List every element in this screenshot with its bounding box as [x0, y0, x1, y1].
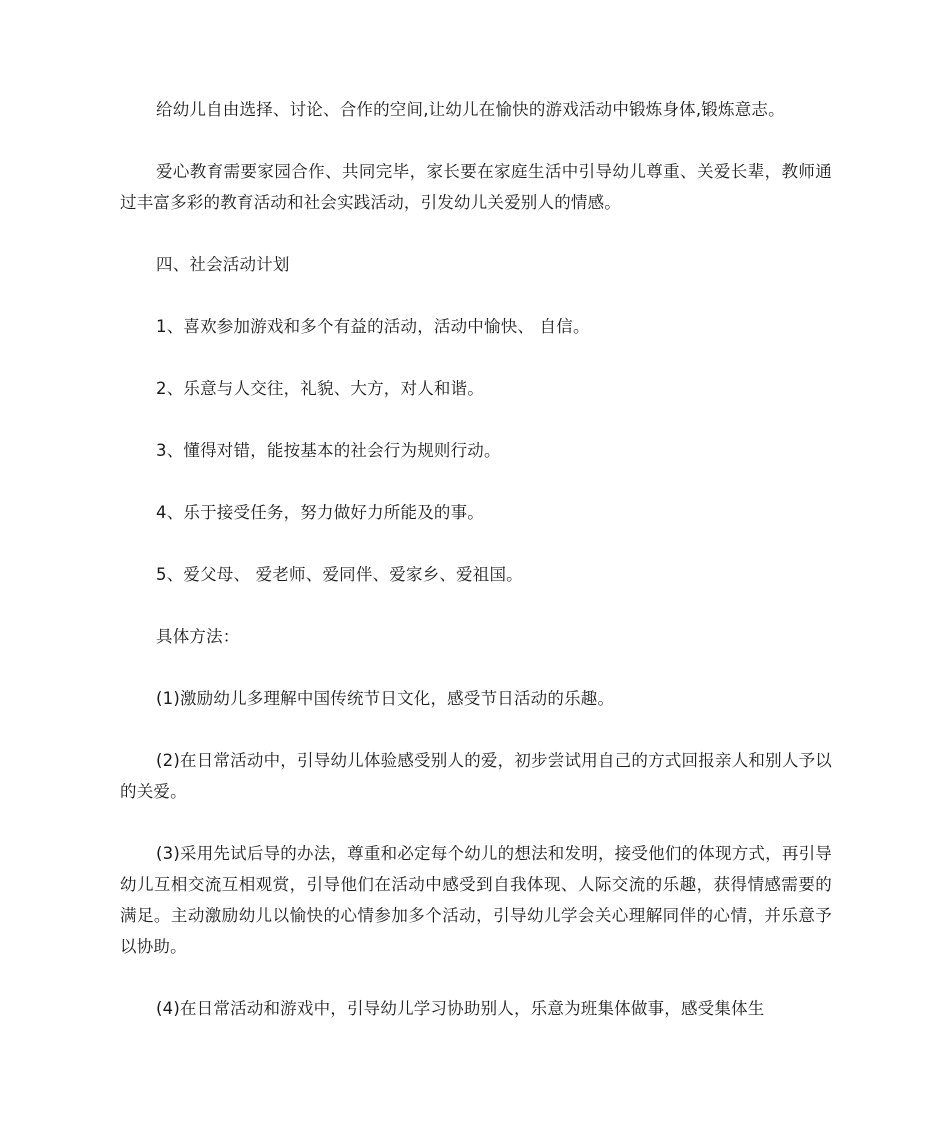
- goal-item-2: 2、乐意与人交往，礼貌、大方，对人和谐。: [156, 379, 484, 398]
- method-item-2: (2)在日常活动中，引导幼儿体验感受别人的爱，初步尝试用自己的方式回报亲人和别人予以的关爱。: [120, 751, 832, 801]
- method-item-3: (3)采用先试后导的办法，尊重和必定每个幼儿的想法和发明，接受他们的体现方式，再引导幼儿互相交流互相观赏，引导他们在活动中感受到自我体现、人际交流的乐趣，获得情感需要的满足。主动激励幼儿以愉快的心情参加多个活动，引导幼儿学会关心理解同伴的心情，并乐意予以协助。: [120, 844, 832, 956]
- goal-item-4: 4、乐于接受任务，努力做好力所能及的事。: [156, 503, 484, 522]
- section-heading-social-plan: 四、社会活动计划: [156, 255, 290, 274]
- paragraph-love-education: 爱心教育需要家园合作、共同完毕，家长要在家庭生活中引导幼儿尊重、关爱长辈，教师通过丰富多彩的教育活动和社会实践活动，引发幼儿关爱别人的情感。: [120, 162, 832, 212]
- goal-item-5: 5、爱父母、 爱老师、爱同伴、爱家乡、爱祖国。: [156, 565, 523, 584]
- method-item-4: (4)在日常活动和游戏中，引导幼儿学习协助别人，乐意为班集体做事，感受集体生: [156, 999, 765, 1018]
- goal-item-1: 1、喜欢参加游戏和多个有益的活动，活动中愉快、 自信。: [156, 317, 590, 336]
- method-item-1: (1)激励幼儿多理解中国传统节日文化，感受节日活动的乐趣。: [156, 689, 615, 708]
- goal-item-3: 3、懂得对错，能按基本的社会行为规则行动。: [156, 441, 501, 460]
- methods-heading: 具体方法：: [156, 627, 240, 646]
- paragraph-outdoor-games: 给幼儿自由选择、讨论、合作的空间,让幼儿在愉快的游戏活动中锻炼身体,锻炼意志。: [156, 100, 785, 119]
